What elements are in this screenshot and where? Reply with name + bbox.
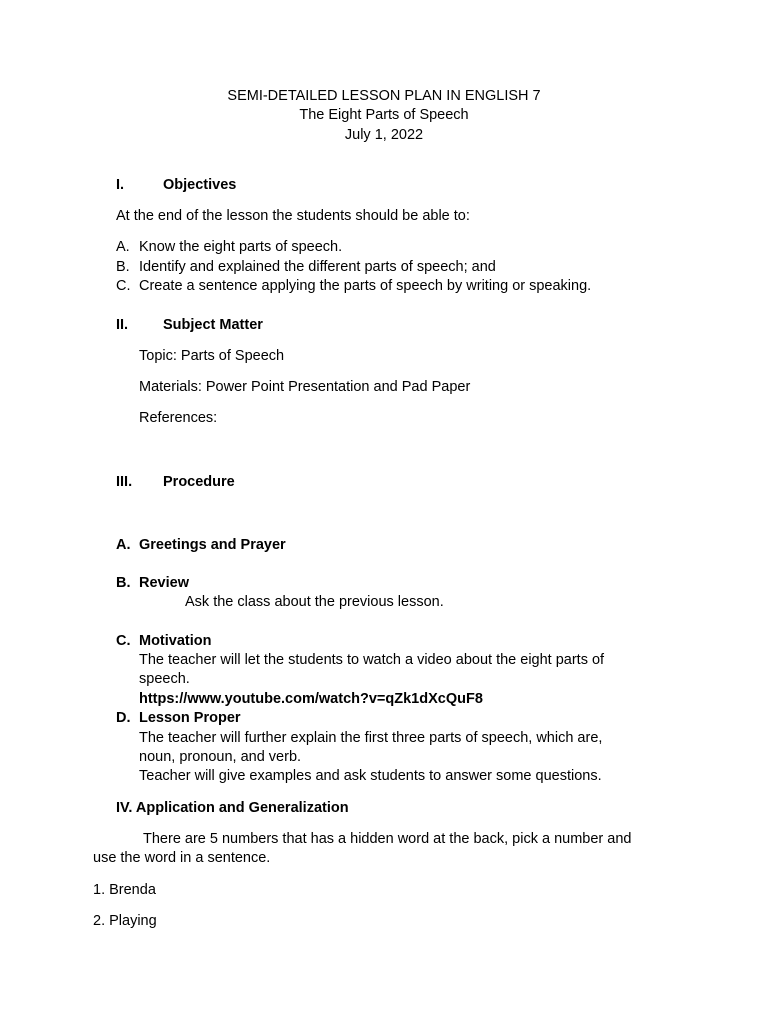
procedure-heading-motivation: Motivation [139,633,212,649]
procedure-heading-greetings: Greetings and Prayer [139,537,286,553]
objective-marker: A. [116,239,130,255]
procedure-heading-lesson-proper: Lesson Proper [139,710,241,726]
section-heading-subject-matter: Subject Matter [163,317,263,333]
section-heading-application: IV. Application and Generalization [116,800,349,816]
objective-marker: C. [116,278,131,294]
procedure-marker: A. [116,537,131,553]
motivation-video-url: https://www.youtube.com/watch?v=qZk1dXcQuF8 [139,691,483,707]
motivation-text: speech. [139,671,190,687]
objectives-intro: At the end of the lesson the students should be able to: [116,208,470,224]
application-text: use the word in a sentence. [93,850,271,866]
subject-topic: Topic: Parts of Speech [139,348,285,364]
document-subtitle: The Eight Parts of Speech [299,107,469,123]
objective-item: Know the eight parts of speech. [139,239,343,255]
document-title: SEMI-DETAILED LESSON PLAN IN ENGLISH 7 [227,88,541,104]
objective-item: Identify and explained the different parts of speech; and [139,259,496,275]
objective-marker: B. [116,259,130,275]
objective-item: Create a sentence applying the parts of speech by writing or speaking. [139,278,592,294]
section-numeral-subject-matter: II. [116,317,129,333]
section-numeral-objectives: I. [116,177,125,193]
procedure-marker: D. [116,710,131,726]
subject-references: References: [139,410,218,426]
motivation-text: The teacher will let the students to watch a video about the eight parts of [139,652,605,668]
procedure-marker: B. [116,575,131,591]
application-list-item: 1. Brenda [93,882,156,898]
section-numeral-procedure: III. [116,474,133,490]
lesson-proper-text: noun, pronoun, and verb. [139,749,302,765]
procedure-heading-review: Review [139,575,189,591]
subject-materials: Materials: Power Point Presentation and Pad Paper [139,379,471,395]
procedure-marker: C. [116,633,131,649]
review-text: Ask the class about the previous lesson. [185,594,444,610]
application-list-item: 2. Playing [93,913,157,929]
lesson-proper-text: The teacher will further explain the first three parts of speech, which are, [139,730,603,746]
section-heading-objectives: Objectives [163,177,237,193]
application-text: There are 5 numbers that has a hidden word at the back, pick a number and [143,831,632,847]
lesson-proper-text: Teacher will give examples and ask students to answer some questions. [139,768,602,784]
section-heading-procedure: Procedure [163,474,235,490]
document-date: July 1, 2022 [344,127,424,143]
